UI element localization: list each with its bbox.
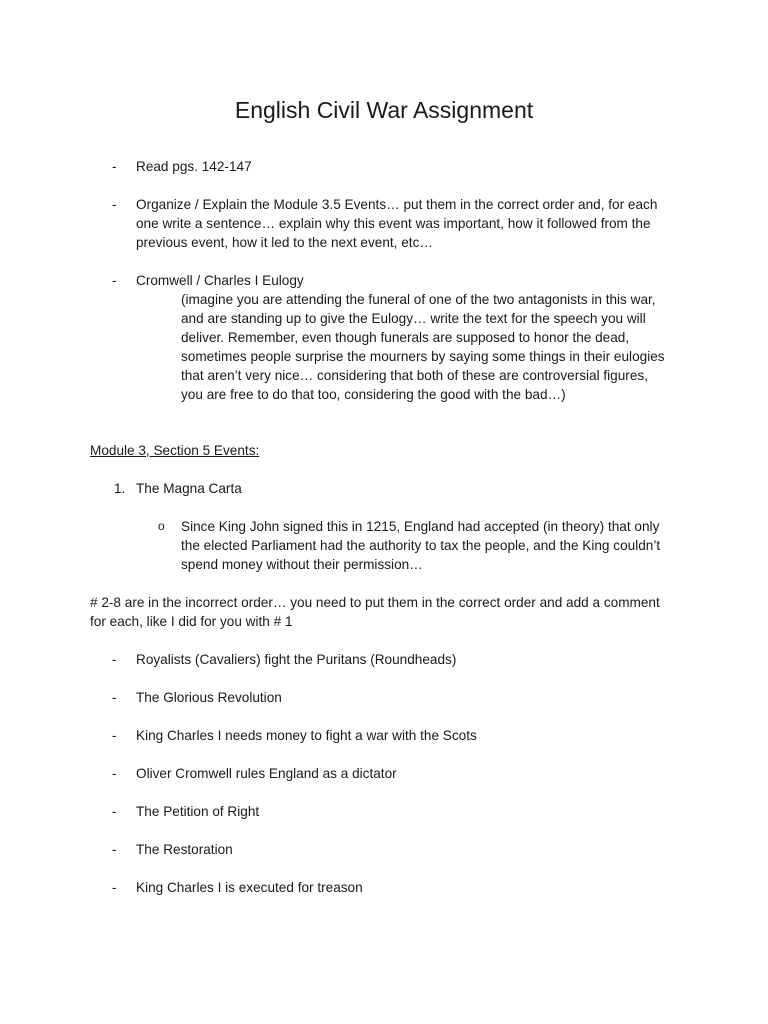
- event-item: King Charles I is executed for treason: [136, 880, 363, 895]
- sub-bullet-marker: o: [158, 519, 165, 533]
- task-eulogy-line: and are standing up to give the Eulogy… write the text for the speech you will: [181, 311, 646, 326]
- numbered-item-number: 1.: [114, 481, 126, 496]
- list-dash: -: [112, 159, 117, 174]
- list-dash: -: [112, 842, 117, 857]
- instruction-line: # 2-8 are in the incorrect order… you need to put them in the correct order and add a comment: [90, 595, 660, 610]
- task-eulogy-line: you are free to do that too, considering the good with the bad…): [181, 387, 566, 402]
- instruction-line: for each, like I did for you with # 1: [90, 614, 293, 629]
- numbered-item-label: The Magna Carta: [136, 481, 242, 496]
- task-eulogy-heading: Cromwell / Charles I Eulogy: [136, 273, 304, 288]
- list-dash: -: [112, 804, 117, 819]
- list-dash: -: [112, 652, 117, 667]
- list-dash: -: [112, 197, 117, 212]
- task-eulogy-line: (imagine you are attending the funeral of one of the two antagonists in this war,: [181, 292, 656, 307]
- magna-carta-note-line: spend money without their permission…: [181, 557, 423, 572]
- section-heading: Module 3, Section 5 Events:: [90, 443, 260, 458]
- event-item: Royalists (Cavaliers) fight the Puritans (Roundheads): [136, 652, 457, 667]
- magna-carta-note-line: Since King John signed this in 1215, England had accepted (in theory) that only: [181, 519, 660, 534]
- event-item: Oliver Cromwell rules England as a dictator: [136, 766, 397, 781]
- list-dash: -: [112, 728, 117, 743]
- task-eulogy-line: sometimes people surprise the mourners by saying some things in their eulogies: [181, 349, 665, 364]
- task-organize-line: previous event, how it led to the next event, etc…: [136, 235, 433, 250]
- task-organize-line: one write a sentence… explain why this event was important, how it followed from the: [136, 216, 651, 231]
- magna-carta-note-line: the elected Parliament had the authority to tax the people, and the King couldn’t: [181, 538, 661, 553]
- event-item: King Charles I needs money to fight a war with the Scots: [136, 728, 477, 743]
- task-read-pages: Read pgs. 142-147: [136, 159, 252, 174]
- list-dash: -: [112, 880, 117, 895]
- event-item: The Glorious Revolution: [136, 690, 282, 705]
- document-title: English Civil War Assignment: [234, 97, 534, 123]
- list-dash: -: [112, 273, 117, 288]
- list-dash: -: [112, 766, 117, 781]
- task-organize-line: Organize / Explain the Module 3.5 Events… put them in the correct order and, for each: [136, 197, 658, 212]
- event-item: The Restoration: [136, 842, 233, 857]
- event-item: The Petition of Right: [136, 804, 260, 819]
- task-eulogy-line: that aren’t very nice… considering that both of these are controversial figures,: [181, 368, 648, 383]
- task-eulogy-line: deliver. Remember, even though funerals are supposed to honor the dead,: [181, 330, 630, 345]
- list-dash: -: [112, 690, 117, 705]
